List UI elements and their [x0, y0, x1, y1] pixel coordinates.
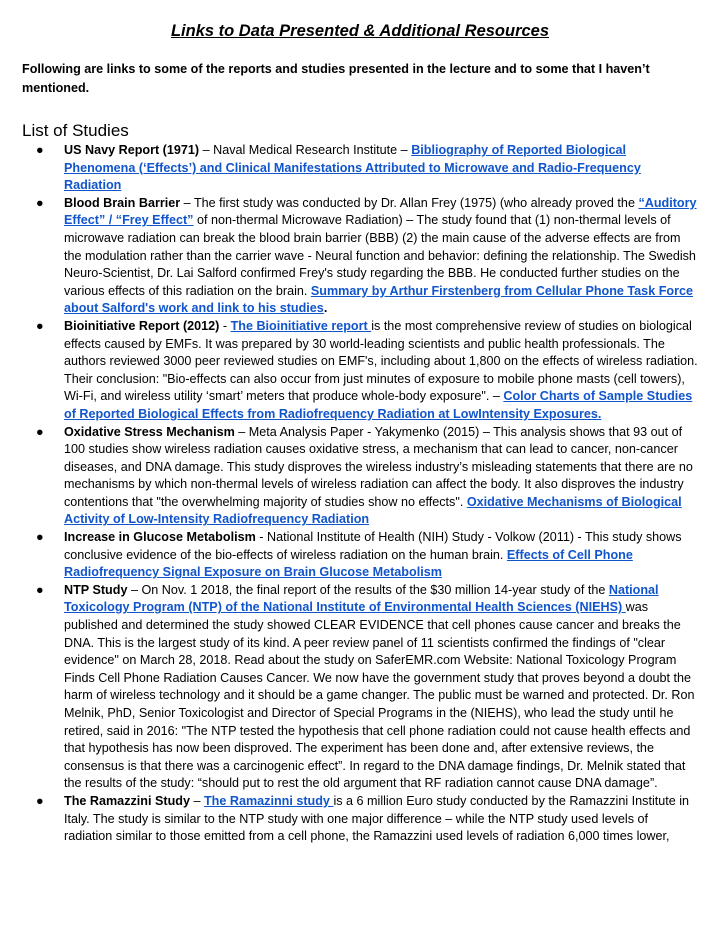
bullet-icon: ● [36, 424, 44, 439]
glucose-metabolism-link[interactable]: Effects of Cell Phone Radiofrequency Signal Exposure on Brain Glucose Metabolism [64, 547, 633, 580]
study-name: Bioinitiative Report (2012) [64, 318, 220, 333]
list-item-blood-brain-barrier [22, 195, 698, 318]
bullet-icon: ● [36, 530, 44, 545]
study-name: NTP Study [64, 582, 128, 597]
studies-list [22, 142, 698, 846]
study-name: Blood Brain Barrier [64, 195, 181, 210]
bullet-icon: ● [36, 793, 44, 808]
frey-effect-link-label: “Auditory Effect” / “Frey Effect” [64, 195, 697, 228]
study-name: Oxidative Stress Mechanism [64, 424, 235, 439]
oxidative-mechanisms-link[interactable]: Oxidative Mechanisms of Biological Activity of Low-Intensity Radiofrequency Radiation [64, 494, 682, 527]
study-text-end: . [323, 301, 328, 316]
study-text: of non-thermal Microwave Radiation) – The study found that (1) non-thermal levels of microwave radiation can break the blood brain barrier (BBB) (2) the main cause of the adverse effects are from the modulation rather than the carrier wave - Neural function and behavior: defining the relationship. The Swedish Neuro-Scientist, Dr. Lai Salford confirmed Frey's study regarding the BBB. He conducted further studies on the various effects of this radiation on the brain. [64, 213, 696, 298]
salford-summary-link[interactable]: Summary by Arthur Firstenberg from Cellular Phone Task Force about Salford's work and link to his studies [64, 283, 693, 316]
study-text: – Naval Medical Research Institute – [199, 143, 412, 157]
list-item-ntp-study [22, 582, 698, 793]
study-text: – The first study was conducted by Dr. Allan Frey (1975) (who already proved the [180, 195, 639, 210]
navy-bibliography-link[interactable]: Bibliography of Reported Biological Phenomena (‘Effects’) and Clinical Manifestations Attributed to Microwave and Radio-Frequency Radiation [64, 143, 641, 193]
bullet-icon: ● [36, 195, 44, 210]
list-item-bioinitiative [22, 318, 698, 424]
study-text: was published and determined the study showed CLEAR EVIDENCE that cell phones cause cancer and breaks the DNA. This is the largest study of its kind. A peer review panel of 11 scientists confirmed the findings of "clear evidence" on March 28, 2018. Read about the study on SaferEMR.com Website: National Toxicology Program Finds Cell Phone Radiation Causes Cancer. We now have the government study that proves beyond a doubt the harm of wireless technology and it should be a game changer. The public must be warned and protected. Dr. Ron Melnik, PhD, Senior Toxicologist and Director of Special Programs in the (NIEHS), who lead the study until he retired, said in 2016: "The NTP tested the hypothesis that cell phone radiation could not cause health effects and that hypothesis has now been disproved. The experiment has been done and, after extensive reviews, the consensus is that there was a carcinogenic effect”. In regard to the DNA damage findings, Dr. Melnik stated that the results of the study: “should put to rest the old argument that RF radiation cannot cause DNA damage”. [64, 600, 695, 791]
ntp-niehs-link[interactable]: National Toxicology Program (NTP) of the National Institute of Environmental Health Sciences (NIEHS) [64, 582, 659, 615]
study-text: – Meta Analysis Paper - Yakymenko (2015) – This analysis shows that 93 out of 100 studies show wireless radiation causes oxidative stress, a mechanism that can lead to cancer, non-cancer diseases, and DNA damage. This study disproves the wireless industry’s misleading statements that there are no mechanisms by which non-thermal levels of wireless radiation can affect the body. It also disproves the industry contentions that "the overwhelming majority of studies show no effects". [64, 424, 693, 509]
bullet-icon: ● [36, 318, 44, 333]
study-name: Increase in Glucose Metabolism [64, 530, 256, 545]
section-heading: List of Studies [22, 121, 129, 140]
study-name: The Ramazzini Study [64, 793, 190, 808]
intro-paragraph: Following are links to some of the reports and studies presented in the lecture and to some that I haven’t mentioned. [22, 62, 650, 95]
bioinitiative-report-link[interactable]: The Bioinitiative report [230, 318, 372, 333]
study-text: is a 6 million Euro study conducted by the Ramazzini Institute in Italy. The study is similar to the NTP study with one major difference – while the NTP study used levels of radiation similar to those emitted from a cell phone, the Ramazzini used levels of radiation 6,000 times lower, [64, 793, 690, 844]
study-text: is the most comprehensive review of studies on biological effects caused by EMFs. It was prepared by 30 world-leading scientists and public health professionals. The authors reviewed 3000 peer reviewed studies on EMF's, including about 1,800 on the effects of wireless radiation. Their conclusion: "Bio-effects can also occur from just minutes of exposure to mobile phone masts (cell towers), Wi-Fi, and wireless utility ‘smart’ meters that produce whole-body exposure". – [64, 318, 698, 404]
color-charts-link[interactable]: Color Charts of Sample Studies of Reported Biological Effects from Radiofrequency Radiation at LowIntensity Exposures. [64, 389, 693, 421]
study-text: – On Nov. 1 2018, the final report of the results of the $30 million 14-year study of the [127, 582, 609, 597]
bullet-icon: ● [36, 582, 44, 597]
list-item-oxidative-stress [22, 424, 698, 530]
list-item-navy-report [22, 142, 698, 195]
page-title: Links to Data Presented & Additional Resources [170, 22, 550, 40]
list-item-ramazzini-study [22, 793, 698, 846]
study-text: - [219, 318, 231, 333]
bullet-icon: ● [36, 143, 44, 157]
study-name: US Navy Report (1971) [64, 143, 200, 157]
list-item-glucose-metabolism [22, 529, 698, 582]
ramazzini-study-link[interactable]: The Ramazinni study [203, 793, 334, 808]
study-text: – [189, 793, 204, 808]
study-text: - National Institute of Health (NIH) Study - Volkow (2011) - This study shows conclusive evidence of the bio-effects of wireless radiation on the human brain. [64, 530, 682, 562]
